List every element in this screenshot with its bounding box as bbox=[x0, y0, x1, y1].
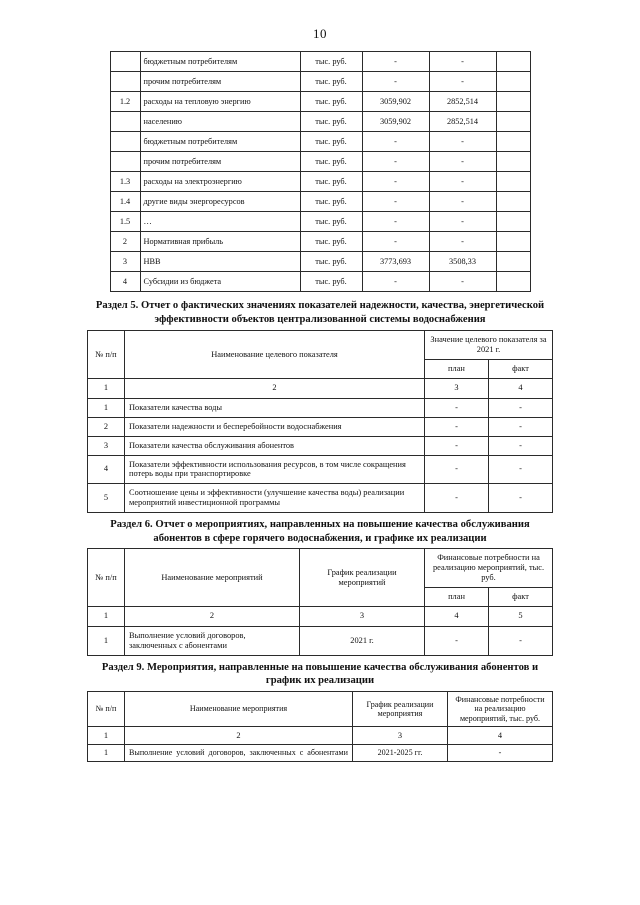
row-number-cell: 3 bbox=[110, 252, 140, 272]
row-plan-cell: - bbox=[362, 52, 429, 72]
row-plan-cell: - bbox=[362, 232, 429, 252]
row-fact-cell: - bbox=[429, 132, 496, 152]
row-unit-cell: тыс. руб. bbox=[300, 172, 362, 192]
row-indicator-cell: Показатели качества обслуживания абонентов bbox=[124, 436, 424, 455]
row-extra-cell bbox=[496, 72, 530, 92]
row-unit-cell: тыс. руб. bbox=[300, 152, 362, 172]
table-row bbox=[110, 272, 530, 292]
row-unit-cell: тыс. руб. bbox=[300, 212, 362, 232]
row-fact-cell: - bbox=[429, 232, 496, 252]
row-fact-cell: 3508,33 bbox=[429, 252, 496, 272]
section6-num-2: 2 bbox=[125, 606, 300, 626]
row-extra-cell bbox=[496, 152, 530, 172]
row-fact-cell: - bbox=[488, 436, 552, 455]
row-number-cell bbox=[110, 152, 140, 172]
row-name-cell: другие виды энергоресурсов bbox=[140, 192, 300, 212]
row-extra-cell bbox=[496, 132, 530, 152]
row-extra-cell bbox=[496, 52, 530, 72]
row-fact-cell: - bbox=[429, 192, 496, 212]
section5-num-2: 2 bbox=[124, 378, 424, 398]
table-row bbox=[110, 112, 530, 132]
row-plan-cell: - bbox=[424, 484, 488, 513]
section6-col-fact: факт bbox=[489, 587, 553, 606]
row-number-cell: 3 bbox=[87, 436, 124, 455]
row-name-cell: населению bbox=[140, 112, 300, 132]
section9-table-head bbox=[88, 691, 553, 745]
row-name-cell: НВВ bbox=[140, 252, 300, 272]
row-name-cell: прочим потребителям bbox=[140, 152, 300, 172]
row-plan-cell: 3773,693 bbox=[362, 252, 429, 272]
row-name-cell: … bbox=[140, 212, 300, 232]
section9-heading: Раздел 9. Мероприятия, направленные на повышение качества обслуживания абонентов и график их реализации bbox=[101, 661, 539, 687]
section9-col-name: Наименование мероприятия bbox=[125, 691, 353, 727]
table-header-row bbox=[87, 331, 552, 360]
row-unit-cell: тыс. руб. bbox=[300, 192, 362, 212]
row-plan-cell: - bbox=[362, 192, 429, 212]
section9-col-finance: Финансовые потребности на реализацию мероприятий, тыс. руб. bbox=[448, 691, 553, 727]
section6-col-no: № п/п bbox=[88, 549, 125, 607]
table-row bbox=[110, 172, 530, 192]
row-fact-cell: - bbox=[429, 72, 496, 92]
section5-table bbox=[87, 330, 553, 513]
section9-table-body bbox=[88, 745, 553, 762]
row-fact-cell: - bbox=[429, 152, 496, 172]
row-number-cell: 2 bbox=[87, 417, 124, 436]
row-name-cell: бюджетным потребителям bbox=[140, 132, 300, 152]
section6-num-3: 3 bbox=[300, 606, 425, 626]
row-plan-cell: 3059,902 bbox=[362, 92, 429, 112]
row-number-cell: 1 bbox=[88, 626, 125, 655]
section6-col-plan: план bbox=[425, 587, 489, 606]
section6-num-4: 4 bbox=[425, 606, 489, 626]
table-row bbox=[87, 484, 552, 513]
row-fact-cell: - bbox=[429, 172, 496, 192]
row-number-cell: 4 bbox=[110, 272, 140, 292]
row-plan-cell: - bbox=[362, 172, 429, 192]
section5-col-fact: факт bbox=[488, 359, 552, 378]
row-number-cell: 2 bbox=[110, 232, 140, 252]
row-plan-cell: - bbox=[362, 132, 429, 152]
table-row bbox=[110, 212, 530, 232]
row-unit-cell: тыс. руб. bbox=[300, 232, 362, 252]
section5-numbering-row bbox=[87, 378, 552, 398]
row-number-cell: 5 bbox=[87, 484, 124, 513]
row-fact-cell: - bbox=[429, 212, 496, 232]
row-fact-cell: - bbox=[429, 272, 496, 292]
row-name-cell: расходы на тепловую энергию bbox=[140, 92, 300, 112]
row-plan-cell: - bbox=[362, 152, 429, 172]
row-fact-cell: - bbox=[488, 455, 552, 484]
section9-num-3: 3 bbox=[353, 727, 448, 745]
row-plan-cell: - bbox=[362, 212, 429, 232]
section5-num-4: 4 bbox=[488, 378, 552, 398]
section6-num-1: 1 bbox=[88, 606, 125, 626]
table-row bbox=[87, 398, 552, 417]
row-schedule-cell: 2021-2025 гг. bbox=[353, 745, 448, 762]
section9-num-4: 4 bbox=[448, 727, 553, 745]
tariff-table-body bbox=[110, 52, 530, 292]
row-extra-cell bbox=[496, 92, 530, 112]
table-row bbox=[110, 92, 530, 112]
row-measure-cell: Выполнение условий договоров, заключенных с абонентами bbox=[125, 626, 300, 655]
row-unit-cell: тыс. руб. bbox=[300, 132, 362, 152]
row-fact-cell: - bbox=[488, 484, 552, 513]
section6-table bbox=[87, 548, 553, 655]
section6-num-5: 5 bbox=[489, 606, 553, 626]
section6-col-schedule: График реализации мероприятий bbox=[300, 549, 425, 607]
row-finance-cell: - bbox=[448, 745, 553, 762]
row-name-cell: бюджетным потребителям bbox=[140, 52, 300, 72]
section9-num-1: 1 bbox=[88, 727, 125, 745]
row-plan-cell: - bbox=[424, 417, 488, 436]
table-row bbox=[110, 152, 530, 172]
row-indicator-cell: Показатели эффективности использования ресурсов, в том числе сокращения потерь воды при транспортировке bbox=[124, 455, 424, 484]
table-row bbox=[110, 252, 530, 272]
row-plan-cell: - bbox=[424, 398, 488, 417]
section5-heading: Раздел 5. Отчет о фактических значениях показателей надежности, качества, энергетической эффективности объектов централизованной системы водоснабжения bbox=[95, 300, 545, 325]
row-extra-cell bbox=[496, 192, 530, 212]
row-fact-cell: 2852,514 bbox=[429, 112, 496, 132]
row-plan-cell: - bbox=[362, 272, 429, 292]
row-plan-cell: - bbox=[425, 626, 489, 655]
table-row bbox=[87, 436, 552, 455]
row-extra-cell bbox=[496, 172, 530, 192]
section5-col-no: № п/п bbox=[87, 331, 124, 379]
section9-col-no: № п/п bbox=[88, 691, 125, 727]
row-unit-cell: тыс. руб. bbox=[300, 112, 362, 132]
row-fact-cell: - bbox=[429, 52, 496, 72]
row-schedule-cell: 2021 г. bbox=[300, 626, 425, 655]
row-unit-cell: тыс. руб. bbox=[300, 92, 362, 112]
row-extra-cell bbox=[496, 232, 530, 252]
page-number: 10 bbox=[313, 26, 327, 41]
row-extra-cell bbox=[496, 212, 530, 232]
row-fact-cell: - bbox=[488, 398, 552, 417]
row-unit-cell: тыс. руб. bbox=[300, 272, 362, 292]
row-plan-cell: - bbox=[424, 436, 488, 455]
section6-numbering-row bbox=[88, 606, 553, 626]
row-fact-cell: - bbox=[489, 626, 553, 655]
row-number-cell: 1.2 bbox=[110, 92, 140, 112]
row-number-cell: 4 bbox=[87, 455, 124, 484]
row-number-cell: 1 bbox=[88, 745, 125, 762]
row-fact-cell: - bbox=[488, 417, 552, 436]
row-number-cell bbox=[110, 52, 140, 72]
section5-num-1: 1 bbox=[87, 378, 124, 398]
row-unit-cell: тыс. руб. bbox=[300, 252, 362, 272]
row-number-cell bbox=[110, 72, 140, 92]
row-extra-cell bbox=[496, 112, 530, 132]
tariff-structure-table bbox=[110, 51, 531, 292]
table-row bbox=[110, 192, 530, 212]
row-unit-cell: тыс. руб. bbox=[300, 72, 362, 92]
section9-num-2: 2 bbox=[125, 727, 353, 745]
row-number-cell: 1.5 bbox=[110, 212, 140, 232]
table-header-row bbox=[88, 549, 553, 588]
table-row bbox=[88, 626, 553, 655]
table-row bbox=[88, 745, 553, 762]
row-number-cell: 1.4 bbox=[110, 192, 140, 212]
section5-col-name: Наименование целевого показателя bbox=[124, 331, 424, 379]
row-measure-cell: Выполнение условий договоров, заключенных с абонентами bbox=[125, 745, 353, 762]
row-plan-cell: - bbox=[362, 72, 429, 92]
section9-col-schedule: График реализации мероприятия bbox=[353, 691, 448, 727]
row-fact-cell: 2852,514 bbox=[429, 92, 496, 112]
table-header-row bbox=[88, 691, 553, 727]
row-plan-cell: - bbox=[424, 455, 488, 484]
row-name-cell: Нормативная прибыль bbox=[140, 232, 300, 252]
section5-table-head bbox=[87, 331, 552, 399]
row-name-cell: расходы на электроэнергию bbox=[140, 172, 300, 192]
table-row bbox=[87, 417, 552, 436]
section5-num-3: 3 bbox=[424, 378, 488, 398]
section5-col-plan: план bbox=[424, 359, 488, 378]
row-number-cell: 1 bbox=[87, 398, 124, 417]
section6-col-name: Наименование мероприятий bbox=[125, 549, 300, 607]
row-indicator-cell: Показатели качества воды bbox=[124, 398, 424, 417]
table-row bbox=[110, 72, 530, 92]
table-row bbox=[110, 52, 530, 72]
row-number-cell bbox=[110, 112, 140, 132]
row-name-cell: Субсидии из бюджета bbox=[140, 272, 300, 292]
row-indicator-cell: Соотношение цены и эффективности (улучшение качества воды) реализации мероприятий инвестиционной программы bbox=[124, 484, 424, 513]
table-row bbox=[110, 132, 530, 152]
row-number-cell bbox=[110, 132, 140, 152]
section5-col-value-group: Значение целевого показателя за 2021 г. bbox=[424, 331, 552, 360]
row-unit-cell: тыс. руб. bbox=[300, 52, 362, 72]
table-row bbox=[110, 232, 530, 252]
row-plan-cell: 3059,902 bbox=[362, 112, 429, 132]
row-number-cell: 1.3 bbox=[110, 172, 140, 192]
row-extra-cell bbox=[496, 272, 530, 292]
section6-table-head bbox=[88, 549, 553, 627]
table-row bbox=[87, 455, 552, 484]
row-indicator-cell: Показатели надежности и бесперебойности водоснабжения bbox=[124, 417, 424, 436]
section5-table-body bbox=[87, 398, 552, 512]
section6-table-body bbox=[88, 626, 553, 655]
row-name-cell: прочим потребителям bbox=[140, 72, 300, 92]
section9-numbering-row bbox=[88, 727, 553, 745]
row-extra-cell bbox=[496, 252, 530, 272]
section9-table bbox=[87, 691, 553, 762]
section6-heading: Раздел 6. Отчет о мероприятиях, направленных на повышение качества обслуживания абонентов в сфере горячего водоснабжения, и графике их реализации bbox=[110, 519, 530, 544]
section6-col-finance-group: Финансовые потребности на реализацию мероприятий, тыс. руб. bbox=[425, 549, 553, 588]
